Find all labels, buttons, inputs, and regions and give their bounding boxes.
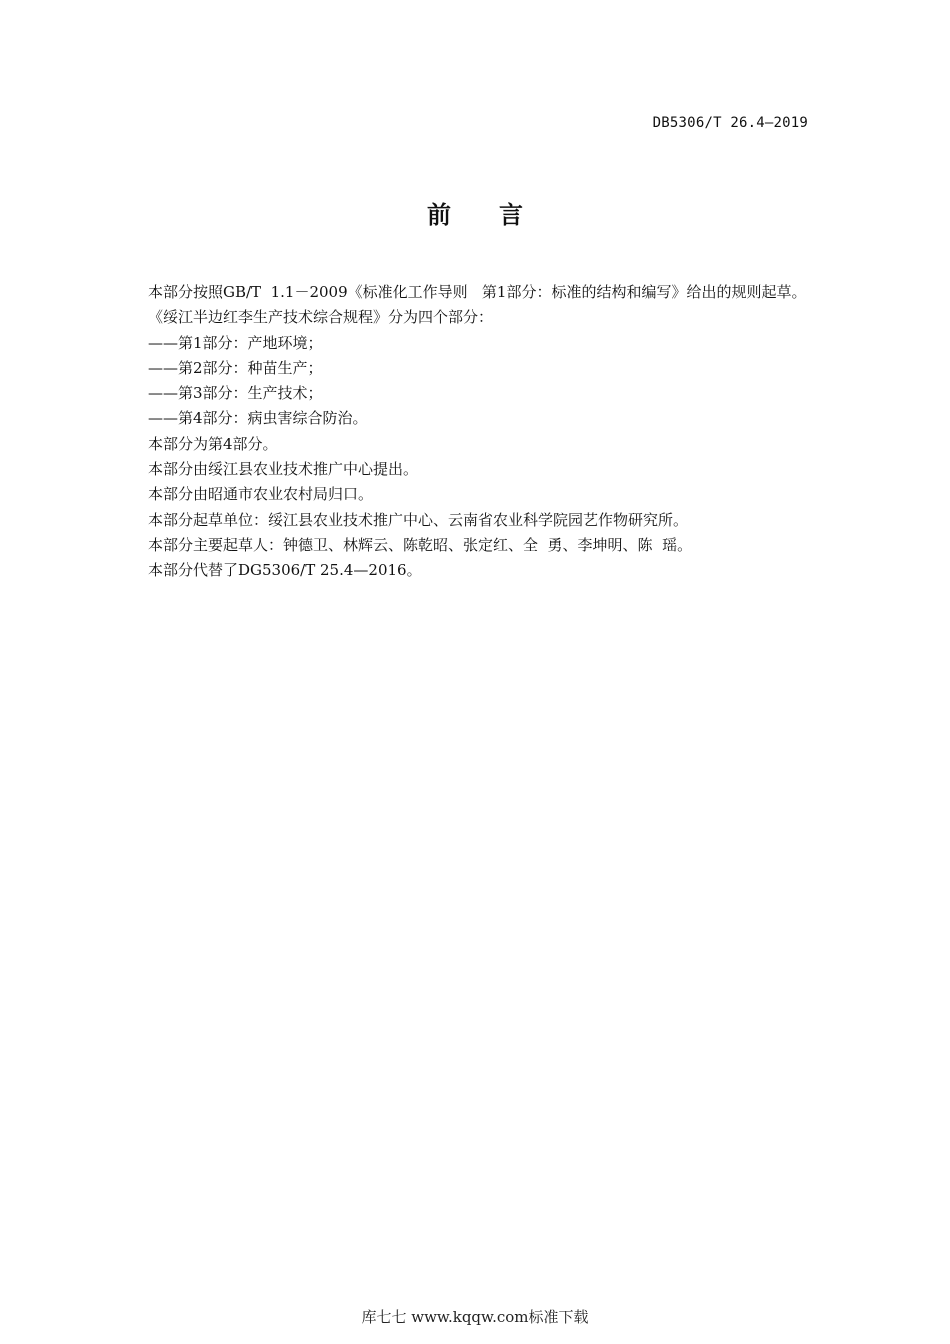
paragraph-proposer: 本部分由绥江县农业技术推广中心提出。: [148, 460, 419, 479]
paragraph-drafters: 本部分主要起草人：钟德卫、林辉云、陈乾昭、张定红、全 勇、李坤明、陈 瑶。: [148, 535, 693, 554]
paragraph-current-part: 本部分为第4部分。: [148, 434, 278, 453]
page-title: 前言: [427, 201, 571, 229]
list-item-part-3: ——第3部分：生产技术；: [148, 384, 323, 403]
paragraph-drafting-rules: 本部分按照GB/T 1.1－2009《标准化工作导则 第1部分：标准的结构和编写》给出的规则起草。: [148, 283, 807, 301]
footer-watermark: 库七七 www.kqqw.com标准下载: [361, 1308, 589, 1326]
list-item-part-4: ——第4部分：病虫害综合防治。: [148, 409, 368, 428]
list-item-part-2: ——第2部分：种苗生产；: [148, 358, 323, 377]
paragraph-administrator: 本部分由昭通市农业农村局归口。: [148, 485, 374, 504]
paragraph-parts-intro: 《绥江半边红李生产技术综合规程》分为四个部分：: [148, 308, 494, 327]
foreword-body: [148, 280, 878, 584]
document-code: DB5306/T 26.4—2019: [652, 115, 808, 131]
list-item-part-1: ——第1部分：产地环境；: [148, 333, 323, 352]
paragraph-drafting-units: 本部分起草单位：绥江县农业技术推广中心、云南省农业科学院园艺作物研究所。: [148, 510, 689, 529]
paragraph-replaces: 本部分代替了DG5306/T 25.4—2016。: [148, 561, 422, 580]
